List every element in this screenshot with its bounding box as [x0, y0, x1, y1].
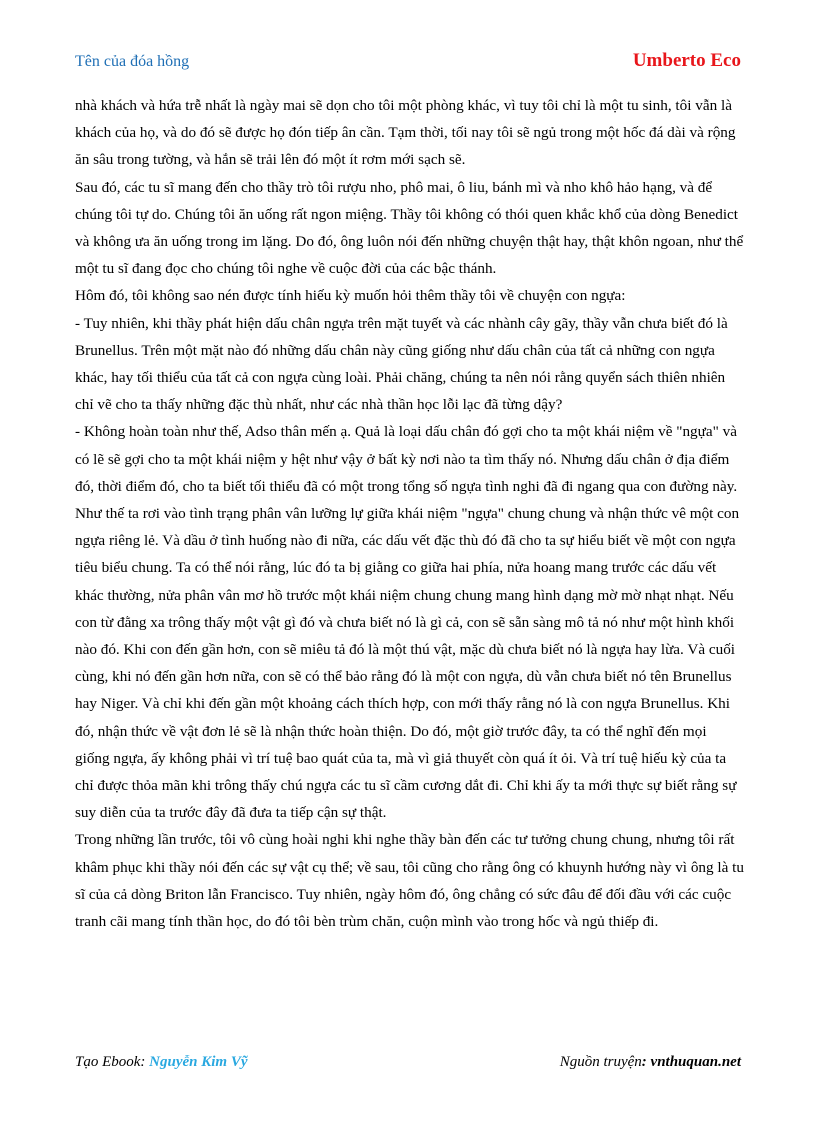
ebook-creator: [75, 1054, 248, 1071]
book-title: Tên của đóa hồng: [75, 53, 190, 70]
author-name: Umberto Eco: [632, 50, 741, 71]
page-content: [75, 92, 744, 935]
page-footer: [75, 1054, 741, 1076]
paragraph: - Tuy nhiên, khi thầy phát hiện dấu chân ngựa trên mặt tuyết và các nhành cây gãy, thầy vẫn chưa biết đó là Brunellus. Trên một mặt nào đó những dấu chân này cũng giống như dấu chân của tất cả những con ngựa khác, hay tối thiểu của tất cả con ngựa cùng loài. Phải chăng, chúng ta nên nói rằng quyển sách thiên nhiên chỉ vẽ cho ta thấy những đặc thù nhất, như các nhà thần học lỗi lạc đã từng dậy?: [75, 314, 728, 414]
paragraph: Hôm đó, tôi không sao nén được tính hiếu kỳ muốn hỏi thêm thầy tôi về chuyện con ngựa:: [75, 287, 626, 305]
creator-label: Tạo Ebook: [75, 1054, 141, 1070]
source-separator: :: [641, 1054, 651, 1070]
paragraph: Sau đó, các tu sĩ mang đến cho thầy trò tôi rượu nho, phô mai, ô liu, bánh mì và nho khô hảo hạng, và để chúng tôi tự do. Chúng tôi ăn uống rất ngon miệng. Thầy tôi không có thói quen khắc khổ của dòng Benedict và không ưa ăn uống trong im lặng. Do đó, ông luôn nói đến những chuyện thật hay, thật khôn ngoan, như thể một tu sĩ đang đọc cho chúng tôi nghe về cuộc đời của các bậc thánh.: [75, 178, 744, 278]
creator-separator: :: [140, 1054, 150, 1070]
paragraph: - Không hoàn toàn như thế, Adso thân mến ạ. Quả là loại dấu chân đó gợi cho ta một khái niệm về "ngựa" và có lẽ sẽ gợi cho ta một khái niệm y hệt như vậy ở bất kỳ nơi nào ta tìm thấy nó. Nhưng dấu chân ở địa điểm đó, thời điểm đó, cho ta biết tối thiểu đã có một trong tổng số ngựa tình nghi đã đi ngang qua con đường này. Như thế ta rơi vào tình trạng phân vân lưỡng lự giữa khái niệm "ngựa" chung chung và nhận thức vê một con ngựa riêng lẻ. Và dầu ở tình huống nào đi nữa, các dấu vết đặc thù đó đã cho ta sự hiểu biết về một con ngựa tiêu biểu chung. Ta có thể nói rằng, lúc đó ta bị giằng co giữa hai phía, nửa hoang mang trước các dấu vết khác thường, nửa phân vân mơ hồ trước một khái niệm chung chung mang hình dạng mờ mờ nhạt nhạt. Nếu con từ đằng xa trông thấy một vật gì đó và chưa biết nó là gì cả, con sẽ sẵn sàng mô tả nó như một hình khối nào đó. Khi con đến gần hơn, con sẽ miêu tả đó là một thú vật, mặc dù chưa biết nó là ngựa hay lừa. Và cuối cùng, khi nó đến gần hơn nữa, con sẽ có thể bảo rằng đó là một con ngựa, dù vẫn chưa biết nó tên Brunellus hay Niger. Và chỉ khi đến gần một khoảng cách thích hợp, con mới thấy rằng nó là con ngựa Brunellus. Khi đó, nhận thức về vật đơn lẻ sẽ là nhận thức hoàn thiện. Do đó, một giờ trước đây, ta có thể nghĩ đến mọi giống ngựa, ấy không phải vì trí tuệ bao quát của ta, mà vì giả thuyết còn quá ít ỏi. Và trí tuệ hiếu kỳ của ta chỉ được thỏa mãn khi trông thấy chú ngựa các tu sĩ cầm cương dắt đi. Chỉ khi ấy ta mới thực sự biết rằng sự suy diễn của ta trước đây đã đưa ta tiếp cận sự thật.: [75, 423, 740, 822]
page-header: [75, 50, 741, 76]
creator-name: Nguyễn Kim Vỹ: [149, 1054, 248, 1070]
story-source: [560, 1054, 741, 1071]
source-label: Nguồn truyện: [559, 1054, 642, 1070]
paragraph: Trong những lần trước, tôi vô cùng hoài nghi khi nghe thầy bàn đến các tư tưởng chung chung, nhưng tôi rất khâm phục khi thầy nói đến các sự vật cụ thể; về sau, tôi cũng cho rằng ông có khuynh hướng này vì ông là tu sĩ của cả dòng Briton lẫn Francisco. Tuy nhiên, ngày hôm đó, ông chẳng có sức đâu để đối đầu với các cuộc tranh cãi mang tính thần học, do đó tôi bèn trùm chăn, cuộn mình vào trong hốc và ngủ thiếp đi.: [75, 831, 744, 931]
paragraph: nhà khách và hứa trễ nhất là ngày mai sẽ dọn cho tôi một phòng khác, vì tuy tôi chỉ là một tu sinh, tôi vẫn là khách của họ, và do đó sẽ được họ đón tiếp ân cần. Tạm thời, tối nay tôi sẽ ngủ trong một hốc đá dài và rộng ăn sâu trong tường, và hắn sẽ trải lên đó một ít rơm mới sạch sẽ.: [75, 97, 736, 169]
source-site-link[interactable]: vnthuquan.net: [650, 1054, 741, 1070]
